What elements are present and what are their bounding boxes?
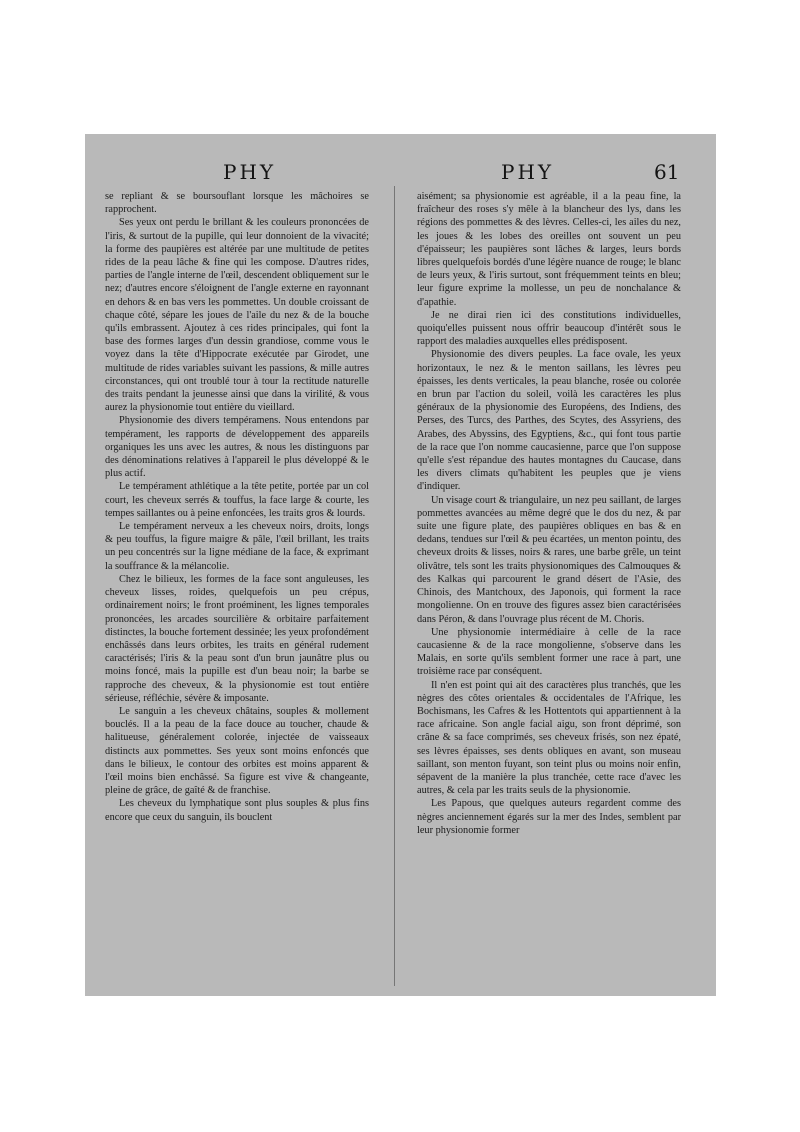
paragraph: Physionomie des divers tempéramens. Nous entendons par tempérament, les rapports de développement des appareils organiques les uns avec les autres, & nous les distinguons par des dénominations relatives à l'appareil le plus développé & le plus actif. xyxy=(105,415,369,480)
paragraph: Chez le bilieux, les formes de la face sont anguleuses, les cheveux lisses, roides, quelquefois un peu crépus, ordinairement noirs; le front proéminent, les lignes temporales prononcées, les arcades sourcilière & orbitaire parfaitement distinctes, la bouche fortement dessinée; les yeux profondément enchâssés dans leurs orbites, les traits en général rudement caractérisés; l'iris & la peau sont d'un brun jaunâtre plus ou moins foncé, mais la pupille est d'un beau noir; la barbe se rapproche des cheveux, & la physionomie est tout entière sérieuse, réfléchie, sévère & imposante. xyxy=(105,573,369,704)
page-number: 61 xyxy=(654,160,680,184)
running-head-right: PHY xyxy=(501,160,555,184)
paragraph: aisément; sa physionomie est agréable, il a la peau fine, la fraîcheur des roses s'y mêle à la blancheur des lys, dans les régions des pommettes & des lèvres. Celles-ci, les ailes du nez, les joues & les lobes des oreilles ont souvent un peu d'épaisseur; les paupières sont lâches & larges, leurs bords libres quelquefois bordés d'une légère nuance de rouge; le blanc de leurs yeux, & l'iris surtout, sont fréquemment teints en bleu; leur figure exprime la mollesse, un peu de nonchalance & d'apathie. xyxy=(417,191,681,308)
running-head-left: PHY xyxy=(223,160,277,184)
paragraph: se repliant & se boursouflant lorsque les mâchoires se rapprochent. xyxy=(105,191,369,216)
column-divider xyxy=(394,186,395,986)
paragraph: Le tempérament nerveux a les cheveux noirs, droits, longs & peu touffus, la figure maigre & pâle, l'œil brillant, les traits un peu concentrés sur la ligne médiane de la face, & exprimant la souffrance & la mélancolie. xyxy=(105,521,369,572)
paragraph: Le tempérament athlétique a la tête petite, portée par un col court, les cheveux serrés & touffus, la face large & courte, les tempes saillantes ou à peine enfoncées, les traits gros & lourds. xyxy=(105,481,369,519)
paragraph: Un visage court & triangulaire, un nez peu saillant, de larges pommettes avancées au même degré que le dos du nez, & par suite une figure plate, des paupières obliques en bas & en dedans, tendues sur l'œil & peu écartées, un menton pointu, des cheveux droits & lisses, noirs & rares, une barbe grêle, un teint olivâtre, tels sont les traits physionomiques des Calmouques & des Kalkas qui parcourent le grand désert de l'Asie, des Chinois, des Mantchoux, des Japonois, qui forment la race mongolienne. On en trouve des figures assez bien caractérisées dans Péron, & dans l'ouvrage plus récent de M. Choris. xyxy=(417,494,681,625)
paragraph: Je ne dirai rien ici des constitutions individuelles, quoiqu'elles puissent nous offrir beaucoup d'intérêt sous le rapport des maladies auxquelles elles prédisposent. xyxy=(417,309,681,348)
paragraph: Le sanguin a les cheveux châtains, souples & mollement bouclés. Il a la peau de la face douce au toucher, chaude & halitueuse, généralement colorée, injectée de vaisseaux distincts aux pommettes. Ses yeux sont moins enfoncés que dans le bilieux, le contour des orbites est moins apparent & l'œil moins bien enchâssé. Sa figure est vive & changeante, pleine de grâce, de gaîté & de franchise. xyxy=(105,705,369,797)
left-column xyxy=(105,190,369,824)
paragraph: Physionomie des divers peuples. La face ovale, les yeux horizontaux, le nez & le menton saillans, les lèvres peu épaisses, les dents verticales, la peau blanche, rosée ou colorée en brun par l'action du soleil, voilà les caractères les plus généraux de la physionomie des Européens, des Indiens, des Perses, des Turcs, des Parthes, des Scytes, des Assyriens, des Arabes, des Abyssins, des Egyptiens, &c., qui font tous partie de la race que l'on nomme caucasienne, parce que l'on suppose qu'elle s'est répandue des hautes montagnes du Caucase, dans les divers climats qu'habitent les peuples que je viens d'indiquer. xyxy=(417,349,681,493)
scanned-page xyxy=(85,134,716,996)
right-column xyxy=(417,190,681,837)
paragraph: Les cheveux du lymphatique sont plus souples & plus fins encore que ceux du sanguin, ils bouclent xyxy=(105,798,369,823)
paragraph: Une physionomie intermédiaire à celle de la race caucasienne & de la race mongolienne, s'observe dans les Malais, en sorte qu'ils semblent former une race à part, une troisième race par conséquent. xyxy=(417,626,681,678)
paragraph: Ses yeux ont perdu le brillant & les couleurs prononcées de l'iris, & surtout de la pupille, qui leur donnoient de la vivacité; la forme des paupières est altérée par une multitude de petites rides de la peau lâche & fine qui les compose. D'autres rides, parties de l'angle interne de l'œil, descendent obliquement sur le nez; d'autres encore s'éloignent de l'angle externe en rayonnant en dehors & en bas vers les pommettes. Un double croissant de chaque côté, sépare les joues de l'aile du nez & de la bouche qu'ils embrassent. Ajoutez à ces rides principales, qui font la base des formes larges d'un dessin grandiose, comme vous le voyez dans la tête d'Hippocrate exécutée par Girodet, une multitude de rides variables suivant les passions, & mille autres circonstances, qui ont troublé tour à tour la rectitude naturelle des traits pendant la jeunesse ainsi que dans la virilité, & vous aurez la physionomie tout entière du vieillard. xyxy=(105,217,369,414)
paragraph: Il n'en est point qui ait des caractères plus tranchés, que les nègres des côtes orientales & occidentales de l'Afrique, les Bochismans, les Cafres & les Hottentots qui appartiennent à la race africaine. Son angle facial aigu, son front déprimé, son crâne & sa face comprimés, ses cheveux frisés, son nez épaté, ses lèvres épaisses, ses dents obliques en avant, son museau saillant, son menton fuyant, son teint plus ou moins noir enfin, sépavent de la manière la plus tranchée, cette race d'avec les autres, & cela par les traits seuls de la physionomie. xyxy=(417,679,681,797)
paragraph: Les Papous, que quelques auteurs regardent comme des nègres anciennement égarés sur la mer des Indes, semblent par leur physionomie former xyxy=(417,798,681,836)
